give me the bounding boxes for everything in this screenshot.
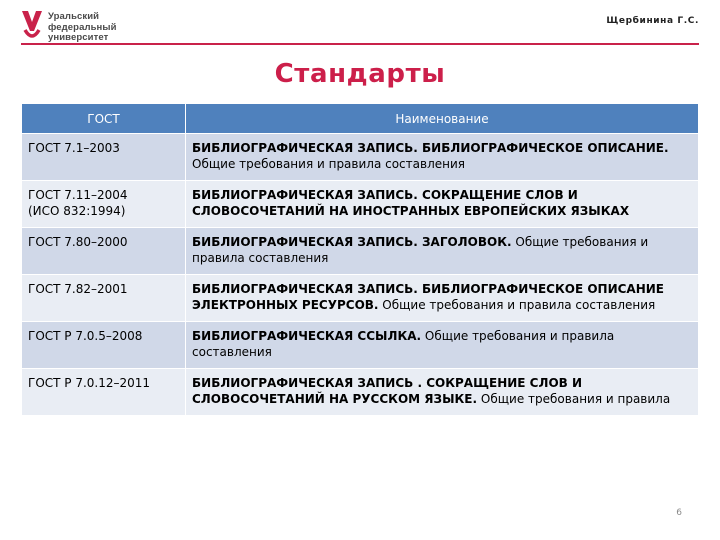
author-name: Щербинина Г.С. — [606, 16, 699, 26]
table-header-row — [22, 104, 699, 134]
standard-name-rest: Общие требования и правила — [477, 392, 671, 406]
table-row — [22, 369, 699, 416]
standard-name-cell — [186, 275, 699, 322]
table-row — [22, 275, 699, 322]
gost-code-cell — [22, 181, 186, 228]
column-header-gost: ГОСТ — [22, 104, 186, 134]
standard-name-rest: Общие требования и правила составления — [192, 235, 649, 265]
gost-code-note: (ИСО 832:1994) — [28, 204, 126, 218]
university-logo — [21, 10, 141, 44]
gost-code-cell — [22, 322, 186, 369]
gost-code-cell — [22, 275, 186, 322]
logo-line: федеральный — [48, 21, 117, 33]
standard-name-cell — [186, 181, 699, 228]
urfu-emblem-icon — [21, 10, 43, 40]
standard-name-bold: БИБЛИОГРАФИЧЕСКАЯ ЗАПИСЬ. СОКРАЩЕНИЕ СЛОВ И СЛОВОСОЧЕТАНИЙ НА ИНОСТРАННЫХ ЕВРОПЕЙСКИХ ЯЗЫКАХ — [192, 188, 630, 218]
logo-line: Уральский — [48, 11, 100, 22]
header-divider — [21, 43, 699, 45]
standard-name-cell — [186, 228, 699, 275]
logo-text — [48, 12, 117, 44]
gost-code: ГОСТ 7.11–2004 — [28, 188, 128, 202]
table-row — [22, 322, 699, 369]
standard-name-rest: Общие требования и правила составления — [378, 298, 656, 312]
table-row — [22, 228, 699, 275]
standard-name-bold: БИБЛИОГРАФИЧЕСКАЯ ЗАПИСЬ. ЗАГОЛОВОК. — [192, 235, 512, 249]
gost-code: ГОСТ Р 7.0.12–2011 — [28, 376, 151, 390]
standard-name-bold: БИБЛИОГРАФИЧЕСКАЯ ЗАПИСЬ. БИБЛИОГРАФИЧЕСКОЕ ОПИСАНИЕ. — [192, 141, 669, 155]
standard-name-cell — [186, 322, 699, 369]
gost-code-cell — [22, 369, 186, 416]
gost-code: ГОСТ 7.1–2003 — [28, 141, 120, 155]
standard-name-cell — [186, 369, 699, 416]
gost-code: ГОСТ Р 7.0.5–2008 — [28, 329, 143, 343]
column-header-name: Наименование — [186, 104, 699, 134]
gost-code-cell — [22, 134, 186, 181]
standards-table — [21, 103, 699, 416]
standard-name-rest: Общие требования и правила составления — [192, 157, 465, 171]
gost-code: ГОСТ 7.80–2000 — [28, 235, 128, 249]
logo-line: университет — [48, 32, 109, 43]
page-title: Стандарты — [274, 59, 446, 89]
page-number: 6 — [676, 508, 682, 518]
table-row — [22, 181, 699, 228]
gost-code-cell — [22, 228, 186, 275]
standard-name-cell — [186, 134, 699, 181]
standard-name-rest: Общие требования и правила составления — [192, 329, 615, 359]
table-row — [22, 134, 699, 181]
standard-name-bold: БИБЛИОГРАФИЧЕСКАЯ ЗАПИСЬ . СОКРАЩЕНИЕ СЛОВ И СЛОВОСОЧЕТАНИЙ НА РУССКОМ ЯЗЫКЕ. — [192, 376, 583, 406]
standard-name-bold: БИБЛИОГРАФИЧЕСКАЯ ЗАПИСЬ. БИБЛИОГРАФИЧЕСКОЕ ОПИСАНИЕ ЭЛЕКТРОННЫХ РЕСУРСОВ. — [192, 282, 664, 312]
standard-name-bold: БИБЛИОГРАФИЧЕСКАЯ ССЫЛКА. — [192, 329, 422, 343]
gost-code: ГОСТ 7.82–2001 — [28, 282, 128, 296]
